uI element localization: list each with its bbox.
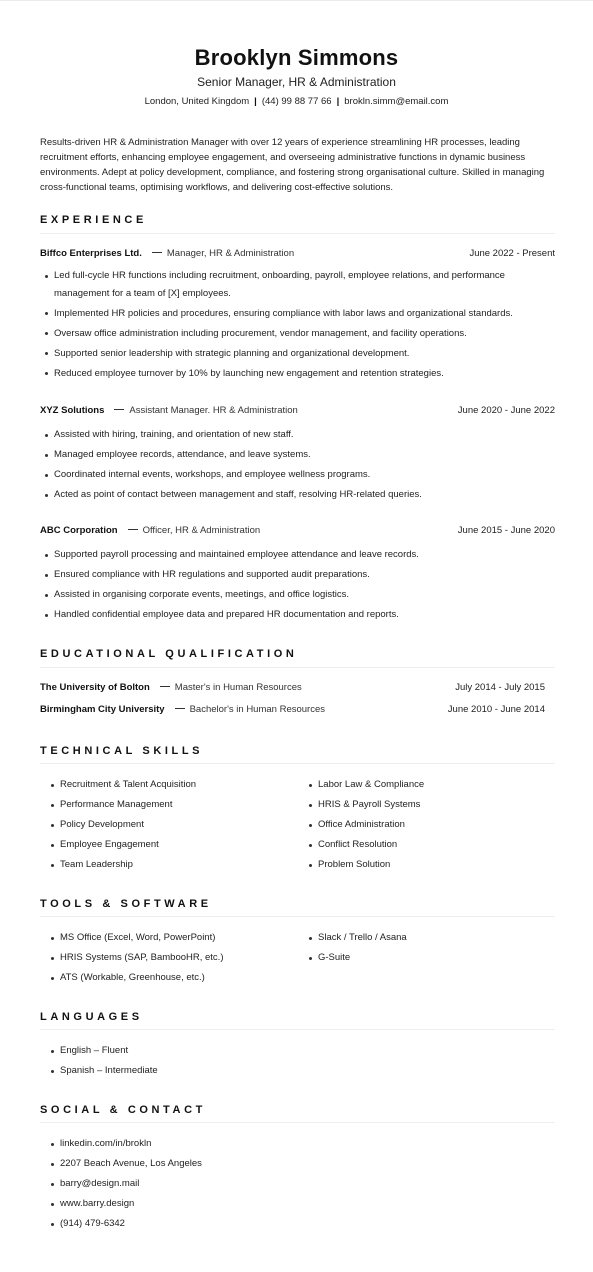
dash-separator: [160, 686, 170, 687]
job-header: [40, 525, 555, 539]
tools-list-right: [298, 929, 407, 969]
email-link[interactable]: barry@design.mail: [40, 1175, 202, 1193]
location-text: London, United Kingdom: [144, 96, 250, 107]
list-item: Reduced employee turnover by 10% by launching new engagement and retention strategies.: [40, 365, 555, 383]
dash-separator: [114, 409, 124, 410]
experience-heading: EXPERIENCE: [40, 214, 147, 226]
list-item: Oversaw office administration including procurement, vendor management, and facility operations.: [40, 325, 555, 343]
list-item: Supported senior leadership with strategic planning and organizational development.: [40, 345, 555, 363]
list-item: Performance Management: [40, 796, 196, 814]
skills-heading: TECHNICAL SKILLS: [40, 745, 204, 757]
contact-line: [0, 96, 593, 107]
list-item: Office Administration: [298, 816, 424, 834]
address-text: 2207 Beach Avenue, Los Angeles: [40, 1155, 202, 1173]
section-divider: [40, 763, 555, 764]
job-role: Assistant Manager. HR & Administration: [129, 405, 298, 416]
job-role: Officer, HR & Administration: [142, 525, 261, 536]
company-name: Biffco Enterprises Ltd.: [40, 248, 142, 259]
list-item: Labor Law & Compliance: [298, 776, 424, 794]
list-item: G-Suite: [298, 949, 407, 967]
job-header: [40, 248, 555, 262]
list-item: Team Leadership: [40, 856, 196, 874]
list-item: Slack / Trello / Asana: [298, 929, 407, 947]
list-item: HRIS Systems (SAP, BambooHR, etc.): [40, 949, 224, 967]
linkedin-link[interactable]: linkedin.com/in/brokln: [40, 1135, 202, 1153]
email-link[interactable]: brokln.simm@email.com: [344, 96, 449, 107]
job-title: Senior Manager, HR & Administration: [197, 75, 396, 89]
dash-separator: [175, 708, 185, 709]
phone-text: (914) 479-6342: [40, 1215, 202, 1233]
social-heading: SOCIAL & CONTACT: [40, 1104, 206, 1116]
education-row: [40, 704, 545, 718]
job-bullets: [40, 546, 555, 626]
job-date: June 2015 - June 2020: [457, 525, 555, 536]
top-divider: [0, 0, 593, 1]
list-item: Policy Development: [40, 816, 196, 834]
skills-list-left: [40, 776, 196, 876]
list-item: Problem Solution: [298, 856, 424, 874]
list-item: HRIS & Payroll Systems: [298, 796, 424, 814]
job-role: Manager, HR & Administration: [166, 248, 295, 259]
section-divider: [40, 916, 555, 917]
candidate-name: Brooklyn Simmons: [194, 45, 399, 70]
dash-separator: [128, 529, 138, 530]
company-name: ABC Corporation: [40, 525, 118, 536]
tools-heading: TOOLS & SOFTWARE: [40, 898, 212, 910]
tools-list-left: [40, 929, 224, 989]
list-item: Recruitment & Talent Acquisition: [40, 776, 196, 794]
education-row: [40, 682, 545, 696]
degree-name: Master's in Human Resources: [174, 682, 302, 693]
website-link[interactable]: www.barry.design: [40, 1195, 202, 1213]
school-name: Birmingham City University: [40, 704, 165, 715]
list-item: Acted as point of contact between management and staff, resolving HR-related queries.: [40, 486, 555, 504]
education-heading: EDUCATIONAL QUALIFICATION: [40, 648, 298, 660]
list-item: Employee Engagement: [40, 836, 196, 854]
list-item: Conflict Resolution: [298, 836, 424, 854]
job-date: June 2022 - Present: [469, 248, 555, 259]
languages-list: [40, 1042, 158, 1082]
section-divider: [40, 1122, 555, 1123]
skills-list-right: [298, 776, 424, 876]
job-date: June 2020 - June 2022: [457, 405, 555, 416]
section-divider: [40, 667, 555, 668]
list-item: Supported payroll processing and maintained employee attendance and leave records.: [40, 546, 555, 564]
dash-separator: [152, 252, 162, 253]
list-item: Managed employee records, attendance, and leave systems.: [40, 446, 555, 464]
phone-text: (44) 99 88 77 66: [261, 96, 332, 107]
list-item: ATS (Workable, Greenhouse, etc.): [40, 969, 224, 987]
company-name: XYZ Solutions: [40, 405, 105, 416]
list-item: English – Fluent: [40, 1042, 158, 1060]
separator: |: [254, 96, 257, 107]
list-item: Implemented HR policies and procedures, ensuring compliance with labor laws and organizational standards.: [40, 305, 555, 323]
list-item: Led full-cycle HR functions including recruitment, onboarding, payroll, employee relations, and performance management for a team of [X] employees.: [40, 267, 555, 302]
list-item: Assisted with hiring, training, and orientation of new staff.: [40, 426, 555, 444]
section-divider: [40, 233, 555, 234]
social-list: [40, 1135, 202, 1235]
summary-paragraph: Results-driven HR & Administration Manager with over 12 years of experience streamlining HR processes, leading recruitment efforts, enhancing employee engagement, and overseeing administrative functions in dynamic business environments. Adept at policy development, compliance, and fostering strong organisational culture. Skilled in managing cross-functional teams, optimising workflows, and delivering cost-effective solutions.: [40, 137, 545, 193]
list-item: Ensured compliance with HR regulations and supported audit preparations.: [40, 566, 555, 584]
list-item: Spanish – Intermediate: [40, 1062, 158, 1080]
separator: |: [336, 96, 340, 107]
list-item: Coordinated internal events, workshops, and employee wellness programs.: [40, 466, 555, 484]
list-item: Handled confidential employee data and prepared HR documentation and reports.: [40, 606, 555, 624]
list-item: MS Office (Excel, Word, PowerPoint): [40, 929, 224, 947]
languages-heading: LANGUAGES: [40, 1011, 143, 1023]
school-name: The University of Bolton: [40, 682, 150, 693]
job-bullets: [40, 267, 555, 385]
degree-name: Bachelor's in Human Resources: [189, 704, 325, 715]
education-date: July 2014 - July 2015: [455, 682, 545, 693]
job-bullets: [40, 426, 555, 506]
list-item: Assisted in organising corporate events, meetings, and office logistics.: [40, 586, 555, 604]
education-date: June 2010 - June 2014: [447, 704, 545, 715]
job-header: [40, 405, 555, 419]
section-divider: [40, 1029, 555, 1030]
